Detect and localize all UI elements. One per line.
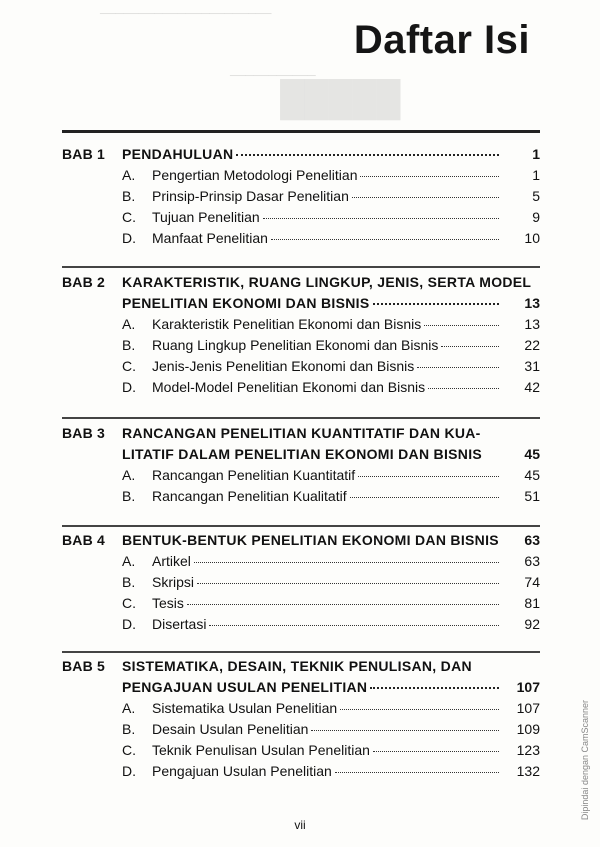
dot-leader (335, 772, 499, 773)
item-label: Desain Usulan Penelitian (152, 721, 309, 737)
item-page: 22 (524, 337, 540, 353)
section-divider (62, 266, 540, 268)
item-letter: A. (122, 167, 136, 183)
toc-item[interactable] (62, 574, 540, 595)
toc-item[interactable] (62, 721, 540, 742)
page-number: vii (294, 818, 306, 832)
chapter-title: LITATIF DALAM PENELITIAN EKONOMI DAN BISNIS (122, 446, 483, 462)
item-page: 63 (524, 553, 540, 569)
item-label: Sistematika Usulan Penelitian (152, 700, 338, 716)
toc-item[interactable] (62, 379, 540, 400)
dot-leader (263, 218, 499, 219)
item-letter: A. (122, 467, 136, 483)
item-page: 132 (516, 763, 540, 779)
item-label: Pengertian Metodologi Penelitian (152, 167, 358, 183)
chapter-title: PENELITIAN EKONOMI DAN BISNIS (122, 295, 370, 311)
item-letter: A. (122, 316, 136, 332)
item-label: Tujuan Penelitian (152, 209, 260, 225)
show-through-decoration: █████ (280, 80, 401, 118)
chapter-heading-continued[interactable] (62, 679, 540, 700)
dot-leader (194, 562, 499, 563)
section-divider (62, 417, 540, 419)
item-label: Ruang Lingkup Penelitian Ekonomi dan Bisnis (152, 337, 439, 353)
item-label: Rancangan Penelitian Kuantitatif (152, 467, 356, 483)
chapter-bab-4 (62, 532, 540, 637)
item-letter: C. (122, 742, 136, 758)
show-through-decoration: ────────────────────── (100, 8, 272, 20)
chapter-heading[interactable] (62, 658, 540, 679)
item-page: 13 (524, 316, 540, 332)
toc-item[interactable] (62, 167, 540, 188)
dot-leader (311, 730, 499, 731)
chapter-bab-5 (62, 658, 540, 784)
toc-item[interactable] (62, 188, 540, 209)
dot-leader (197, 583, 499, 584)
chapter-heading-continued[interactable] (62, 446, 540, 467)
chapter-heading[interactable] (62, 146, 540, 167)
dot-leader (209, 625, 499, 626)
page-title: Daftar Isi (353, 18, 530, 62)
item-page: 1 (532, 167, 540, 183)
dot-leader (350, 497, 499, 498)
chapter-bab-3 (62, 425, 540, 509)
item-label: Artikel (152, 553, 191, 569)
dot-leader (373, 751, 499, 752)
chapter-title: BENTUK-BENTUK PENELITIAN EKONOMI DAN BISNIS (122, 532, 499, 548)
toc-item[interactable] (62, 230, 540, 251)
item-letter: C. (122, 209, 136, 225)
item-label: Model-Model Penelitian Ekonomi dan Bisnis (152, 379, 426, 395)
chapter-number: BAB 4 (62, 532, 106, 548)
item-letter: D. (122, 379, 136, 395)
item-letter: B. (122, 721, 136, 737)
dot-leader (352, 197, 499, 198)
dot-leader (358, 476, 499, 477)
item-label: Disertasi (152, 616, 207, 632)
item-label: Jenis-Jenis Penelitian Ekonomi dan Bisnis (152, 358, 415, 374)
chapter-page: 45 (524, 446, 540, 462)
item-letter: B. (122, 488, 136, 504)
chapter-title: PENDAHULUAN (122, 146, 234, 162)
item-letter: D. (122, 763, 136, 779)
chapter-heading[interactable] (62, 532, 540, 553)
dot-leader (441, 346, 499, 347)
chapter-heading-continued[interactable] (62, 295, 540, 316)
chapter-heading[interactable] (62, 274, 540, 295)
chapter-title: PENGAJUAN USULAN PENELITIAN (122, 679, 368, 695)
item-page: 10 (524, 230, 540, 246)
dot-leader (428, 388, 499, 389)
item-label: Manfaat Penelitian (152, 230, 268, 246)
section-divider (62, 525, 540, 527)
chapter-bab-2 (62, 274, 540, 400)
item-page: 123 (516, 742, 540, 758)
chapter-page: 13 (524, 295, 540, 311)
dot-leader (417, 367, 499, 368)
item-label: Karakteristik Penelitian Ekonomi dan Bisnis (152, 316, 422, 332)
section-divider (62, 651, 540, 653)
item-letter: A. (122, 553, 136, 569)
chapter-page: 1 (532, 146, 540, 162)
dot-leader (370, 687, 499, 689)
chapter-number: BAB 1 (62, 146, 106, 162)
toc-item[interactable] (62, 700, 540, 721)
item-label: Prinsip-Prinsip Dasar Penelitian (152, 188, 349, 204)
dot-leader (340, 709, 499, 710)
chapter-number: BAB 3 (62, 425, 106, 441)
item-letter: B. (122, 574, 136, 590)
chapter-number: BAB 5 (62, 658, 106, 674)
item-page: 51 (524, 488, 540, 504)
chapter-heading[interactable] (62, 425, 540, 446)
dot-leader (236, 154, 499, 156)
item-page: 107 (516, 700, 540, 716)
title-divider (62, 130, 540, 133)
item-page: 81 (524, 595, 540, 611)
item-label: Teknik Penulisan Usulan Penelitian (152, 742, 370, 758)
item-letter: D. (122, 616, 136, 632)
item-letter: B. (122, 337, 136, 353)
item-page: 9 (532, 209, 540, 225)
toc-item[interactable] (62, 337, 540, 358)
chapter-title: KARAKTERISTIK, RUANG LINGKUP, JENIS, SERTA MODEL (122, 274, 532, 290)
dot-leader (373, 303, 500, 305)
chapter-title: SISTEMATIKA, DESAIN, TEKNIK PENULISAN, DAN (122, 658, 472, 674)
toc-item[interactable] (62, 616, 540, 637)
chapter-page: 63 (524, 532, 540, 548)
toc-item[interactable] (62, 467, 540, 488)
item-page: 5 (532, 188, 540, 204)
item-letter: C. (122, 595, 136, 611)
item-letter: A. (122, 700, 136, 716)
toc-item[interactable] (62, 488, 540, 509)
chapter-page: 107 (516, 679, 540, 695)
dot-leader (424, 325, 499, 326)
item-page: 109 (516, 721, 540, 737)
show-through-decoration: ─────────── (230, 70, 316, 82)
toc-item[interactable] (62, 742, 540, 763)
item-page: 31 (524, 358, 540, 374)
item-page: 92 (524, 616, 540, 632)
dot-leader (187, 604, 499, 605)
item-letter: B. (122, 188, 136, 204)
toc-item[interactable] (62, 209, 540, 230)
chapter-bab-1 (62, 146, 540, 251)
scanner-watermark: Dipindai dengan CamScanner (580, 700, 590, 821)
item-label: Pengajuan Usulan Penelitian (152, 763, 332, 779)
toc-item[interactable] (62, 595, 540, 616)
item-letter: D. (122, 230, 136, 246)
chapter-title: RANCANGAN PENELITIAN KUANTITATIF DAN KUA- (122, 425, 481, 441)
dot-leader (271, 239, 499, 240)
item-label: Rancangan Penelitian Kualitatif (152, 488, 347, 504)
item-page: 74 (524, 574, 540, 590)
toc-item[interactable] (62, 316, 540, 337)
toc-item[interactable] (62, 358, 540, 379)
toc-item[interactable] (62, 763, 540, 784)
item-label: Tesis (152, 595, 184, 611)
item-page: 45 (524, 467, 540, 483)
toc-item[interactable] (62, 553, 540, 574)
item-page: 42 (524, 379, 540, 395)
chapter-number: BAB 2 (62, 274, 106, 290)
item-label: Skripsi (152, 574, 195, 590)
item-letter: C. (122, 358, 136, 374)
dot-leader (360, 176, 499, 177)
